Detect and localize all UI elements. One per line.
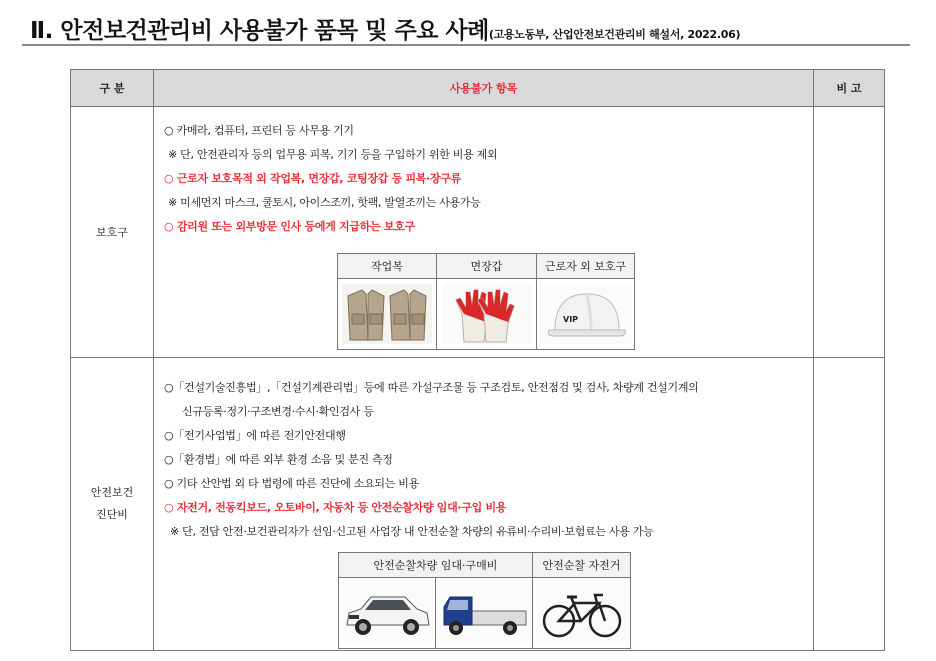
patrol-suv-image bbox=[339, 578, 436, 649]
item-line: ○「환경법」에 따른 외부 환경 소음 및 분진 측정 bbox=[164, 453, 393, 466]
diagnosis-pictures bbox=[338, 552, 631, 649]
item-line: ○「전기사업법」에 따른 전기안전대행 bbox=[164, 429, 346, 442]
patrol-bicycle-image bbox=[533, 578, 631, 649]
title-source: (고용노동부, 산업안전보건관리비 해설서, 2022.06) bbox=[488, 28, 741, 41]
picture-caption: 작업복 bbox=[338, 254, 437, 279]
items-diagnosis bbox=[154, 358, 814, 651]
unusable-items-table bbox=[70, 69, 885, 651]
table-header-row bbox=[71, 70, 885, 107]
item-note: ※ 단, 전담 안전·보건관리자가 선임·신고된 사업장 내 안전순찰 차량의 유류비·수리비·보험료는 사용 가능 bbox=[170, 525, 654, 538]
note-protective-gear bbox=[814, 107, 885, 358]
page-title bbox=[30, 12, 740, 45]
item-note: ※ 단, 안전관리자 등의 업무용 피복, 기기 등을 구입하기 위한 비용 제외 bbox=[168, 148, 498, 161]
header-category: 구 분 bbox=[71, 70, 154, 107]
vip-helmet-image bbox=[537, 279, 635, 350]
picture-caption: 안전순찰 자전거 bbox=[533, 553, 631, 578]
category-line: 진단비 bbox=[96, 508, 128, 521]
picture-caption: 면장갑 bbox=[437, 254, 537, 279]
table-row-protective-gear bbox=[71, 107, 885, 358]
table-row-diagnosis bbox=[71, 358, 885, 651]
item-line-continued: 신규등록·정기·구조변경·수시·확인검사 등 bbox=[182, 405, 374, 418]
items-protective-gear bbox=[154, 107, 814, 358]
item-note: ※ 미세먼지 마스크, 쿨토시, 아이스조끼, 핫팩, 발열조끼는 사용가능 bbox=[168, 196, 481, 209]
category-protective-gear: 보호구 bbox=[71, 107, 154, 358]
title-rule bbox=[22, 44, 910, 46]
coated-glove-image bbox=[437, 279, 537, 350]
helmet-label: VIP bbox=[562, 315, 578, 324]
title-main: Ⅱ. 안전보건관리비 사용불가 품목 및 주요 사례 bbox=[30, 18, 489, 44]
item-line-highlight: ○ 감리원 또는 외부방문 인사 등에게 지급하는 보호구 bbox=[164, 220, 415, 233]
item-line: ○「건설기술진흥법」,「건설기계관리법」등에 따른 가설구조물 등 구조검토, 안전점검 및 검사, 차량계 건설기계의 bbox=[164, 381, 699, 394]
category-diagnosis bbox=[71, 358, 154, 651]
note-diagnosis bbox=[814, 358, 885, 651]
item-line: ○ 기타 산안법 외 타 법령에 따른 진단에 소요되는 비용 bbox=[164, 477, 419, 490]
item-line-highlight: ○ 근로자 보호목적 외 작업복, 면장갑, 코팅장갑 등 피복·장구류 bbox=[164, 172, 461, 185]
picture-caption: 근로자 외 보호구 bbox=[537, 254, 635, 279]
item-line: ○ 카메라, 컴퓨터, 프린터 등 사무용 기기 bbox=[164, 124, 354, 137]
item-line-highlight: ○ 자전거, 전동킥보드, 오토바이, 자동차 등 안전순찰차량 임대·구입 비용 bbox=[164, 501, 507, 514]
work-vest-image bbox=[338, 279, 437, 350]
picture-caption: 안전순찰차량 임대·구매비 bbox=[339, 553, 533, 578]
header-items: 사용불가 항목 bbox=[154, 70, 814, 107]
header-note: 비 고 bbox=[814, 70, 885, 107]
protective-gear-pictures bbox=[337, 253, 635, 350]
category-line: 안전보건 bbox=[90, 486, 134, 499]
patrol-truck-image bbox=[436, 578, 533, 649]
